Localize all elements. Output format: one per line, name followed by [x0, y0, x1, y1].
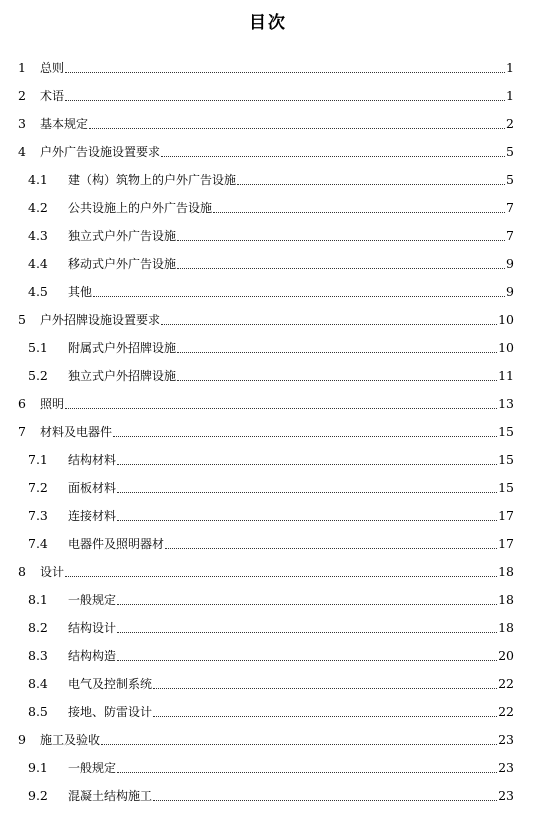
toc-entry-number: 7.3 [28, 508, 48, 523]
toc-entry-title: 术语 [40, 89, 65, 103]
dot-leader [65, 72, 505, 73]
toc-entry-title: 结构设计 [68, 621, 117, 635]
toc-entry-page: 15 [498, 424, 514, 439]
toc-entry-number: 8 [18, 564, 26, 579]
toc-entry-title: 建（构）筑物上的户外广告设施 [68, 173, 237, 187]
toc-entry-number: 5.1 [28, 340, 48, 355]
toc-entry-title: 结构构造 [68, 649, 117, 663]
dot-leader [153, 800, 497, 801]
toc-entry-number: 7.1 [28, 452, 48, 467]
toc-entry-page: 9 [506, 256, 514, 271]
toc-entry-title: 基本规定 [40, 117, 89, 131]
dot-leader [213, 212, 505, 213]
toc-entry-number: 5 [18, 312, 26, 327]
toc-entry-number: 4.1 [28, 172, 48, 187]
page-title: 目次 [249, 13, 287, 33]
toc-entry-title: 结构材料 [68, 453, 117, 467]
toc-entry[interactable] [28, 784, 514, 804]
toc-entry-title: 独立式户外招牌设施 [68, 369, 177, 383]
toc-entry-page: 15 [498, 452, 514, 467]
toc-entry-page: 7 [506, 228, 514, 243]
toc-entry[interactable] [28, 168, 514, 188]
dot-leader [117, 464, 497, 465]
dot-leader [89, 128, 505, 129]
toc-entry-page: 22 [498, 676, 514, 691]
toc-entry-number: 2 [18, 88, 26, 103]
toc-entry[interactable] [18, 140, 514, 160]
toc-entry-number: 6 [18, 396, 26, 411]
dot-leader [117, 492, 497, 493]
toc-entry-page: 17 [498, 536, 514, 551]
toc-entry-page: 11 [498, 368, 514, 383]
toc-entry-title: 混凝土结构施工 [68, 789, 153, 803]
toc-entry[interactable] [28, 336, 514, 356]
dot-leader [161, 156, 505, 157]
toc-entry-number: 4.2 [28, 200, 48, 215]
toc-entry-title: 接地、防雷设计 [68, 705, 153, 719]
dot-leader [93, 296, 505, 297]
toc-entry[interactable] [28, 252, 514, 272]
dot-leader [113, 436, 497, 437]
toc-entry-title: 户外招牌设施设置要求 [40, 313, 161, 327]
toc-entry[interactable] [18, 560, 514, 580]
dot-leader [153, 688, 497, 689]
toc-entry[interactable] [28, 196, 514, 216]
toc-entry[interactable] [28, 616, 514, 636]
toc-entry[interactable] [28, 532, 514, 552]
toc-entry-title: 移动式户外广告设施 [68, 257, 177, 271]
toc-entry-number: 4.4 [28, 256, 48, 271]
toc-entry[interactable] [28, 224, 514, 244]
dot-leader [165, 548, 497, 549]
toc-entry-page: 18 [498, 592, 514, 607]
toc-entry-number: 1 [18, 60, 26, 75]
toc-entry-page: 10 [498, 340, 514, 355]
toc-entry[interactable] [28, 644, 514, 664]
toc-entry-number: 7.4 [28, 536, 48, 551]
toc-entry-page: 13 [498, 396, 514, 411]
toc-entry-number: 4.5 [28, 284, 48, 299]
toc-entry-number: 8.2 [28, 620, 48, 635]
toc-entry-page: 5 [506, 144, 514, 159]
toc-entry-title: 面板材料 [68, 481, 117, 495]
toc-entry-number: 9.2 [28, 788, 48, 803]
toc-entry-page: 18 [498, 564, 514, 579]
dot-leader [65, 100, 505, 101]
toc-entry[interactable] [18, 392, 514, 412]
toc-entry-title: 设计 [40, 565, 65, 579]
toc-entry-page: 23 [498, 760, 514, 775]
toc-entry-page: 2 [506, 116, 514, 131]
toc-entry-number: 4.3 [28, 228, 48, 243]
dot-leader [153, 716, 497, 717]
toc-entry[interactable] [28, 672, 514, 692]
toc-entry-number: 8.4 [28, 676, 48, 691]
toc-entry-number: 8.5 [28, 704, 48, 719]
toc-entry-title: 户外广告设施设置要求 [40, 145, 161, 159]
toc-entry-number: 4 [18, 144, 26, 159]
toc-entry[interactable] [28, 364, 514, 384]
toc-entry-page: 1 [506, 88, 514, 103]
toc-entry-page: 18 [498, 620, 514, 635]
toc-entry[interactable] [28, 700, 514, 720]
dot-leader [237, 184, 505, 185]
toc-entry[interactable] [28, 448, 514, 468]
toc-entry-title: 总则 [40, 61, 65, 75]
toc-entry[interactable] [18, 84, 514, 104]
dot-leader [117, 660, 497, 661]
dot-leader [117, 772, 497, 773]
toc-entry-title: 施工及验收 [40, 733, 101, 747]
dot-leader [101, 744, 497, 745]
dot-leader [117, 632, 497, 633]
toc-entry-page: 5 [506, 172, 514, 187]
dot-leader [65, 576, 497, 577]
toc-entry[interactable] [28, 476, 514, 496]
toc-entry-page: 22 [498, 704, 514, 719]
dot-leader [177, 380, 497, 381]
toc-entry-title: 材料及电器件 [40, 425, 113, 439]
toc-entry-page: 23 [498, 732, 514, 747]
toc-entry-title: 独立式户外广告设施 [68, 229, 177, 243]
toc-entry[interactable] [28, 280, 514, 300]
toc-entry-page: 7 [506, 200, 514, 215]
toc-entry[interactable] [28, 756, 514, 776]
toc-entry-title: 电气及控制系统 [68, 677, 153, 691]
toc-entry-number: 9.1 [28, 760, 48, 775]
toc-entry-title: 一般规定 [68, 593, 117, 607]
toc-entry-number: 7.2 [28, 480, 48, 495]
toc-entry[interactable] [18, 112, 514, 132]
toc-entry-title: 电器件及照明器材 [68, 537, 165, 551]
toc-entry-number: 8.1 [28, 592, 48, 607]
dot-leader [177, 352, 497, 353]
toc-entry-page: 9 [506, 284, 514, 299]
toc-entry-title: 连接材料 [68, 509, 117, 523]
toc-entry-title: 照明 [40, 397, 65, 411]
dot-leader [117, 604, 497, 605]
toc-entry-number: 7 [18, 424, 26, 439]
toc-entry-page: 17 [498, 508, 514, 523]
toc-entry-title: 公共设施上的户外广告设施 [68, 201, 213, 215]
toc-entry-page: 15 [498, 480, 514, 495]
toc-entry[interactable] [18, 728, 514, 748]
dot-leader [177, 240, 505, 241]
toc-entry-page: 1 [506, 60, 514, 75]
dot-leader [65, 408, 497, 409]
toc-entry-number: 3 [18, 116, 26, 131]
toc-entry[interactable] [28, 588, 514, 608]
toc-entry-title: 附属式户外招牌设施 [68, 341, 177, 355]
toc-entry-page: 23 [498, 788, 514, 803]
toc-entry-number: 5.2 [28, 368, 48, 383]
toc-entry[interactable] [18, 420, 514, 440]
toc-entry-title: 一般规定 [68, 761, 117, 775]
toc-entry[interactable] [28, 504, 514, 524]
toc-entry-page: 20 [498, 648, 514, 663]
dot-leader [177, 268, 505, 269]
toc-entry-number: 9 [18, 732, 26, 747]
toc-entry[interactable] [18, 56, 514, 76]
dot-leader [161, 324, 497, 325]
toc-entry-title: 其他 [68, 285, 93, 299]
toc-entry-page: 10 [498, 312, 514, 327]
toc-entry-number: 8.3 [28, 648, 48, 663]
toc-entry[interactable] [18, 308, 514, 328]
dot-leader [117, 520, 497, 521]
